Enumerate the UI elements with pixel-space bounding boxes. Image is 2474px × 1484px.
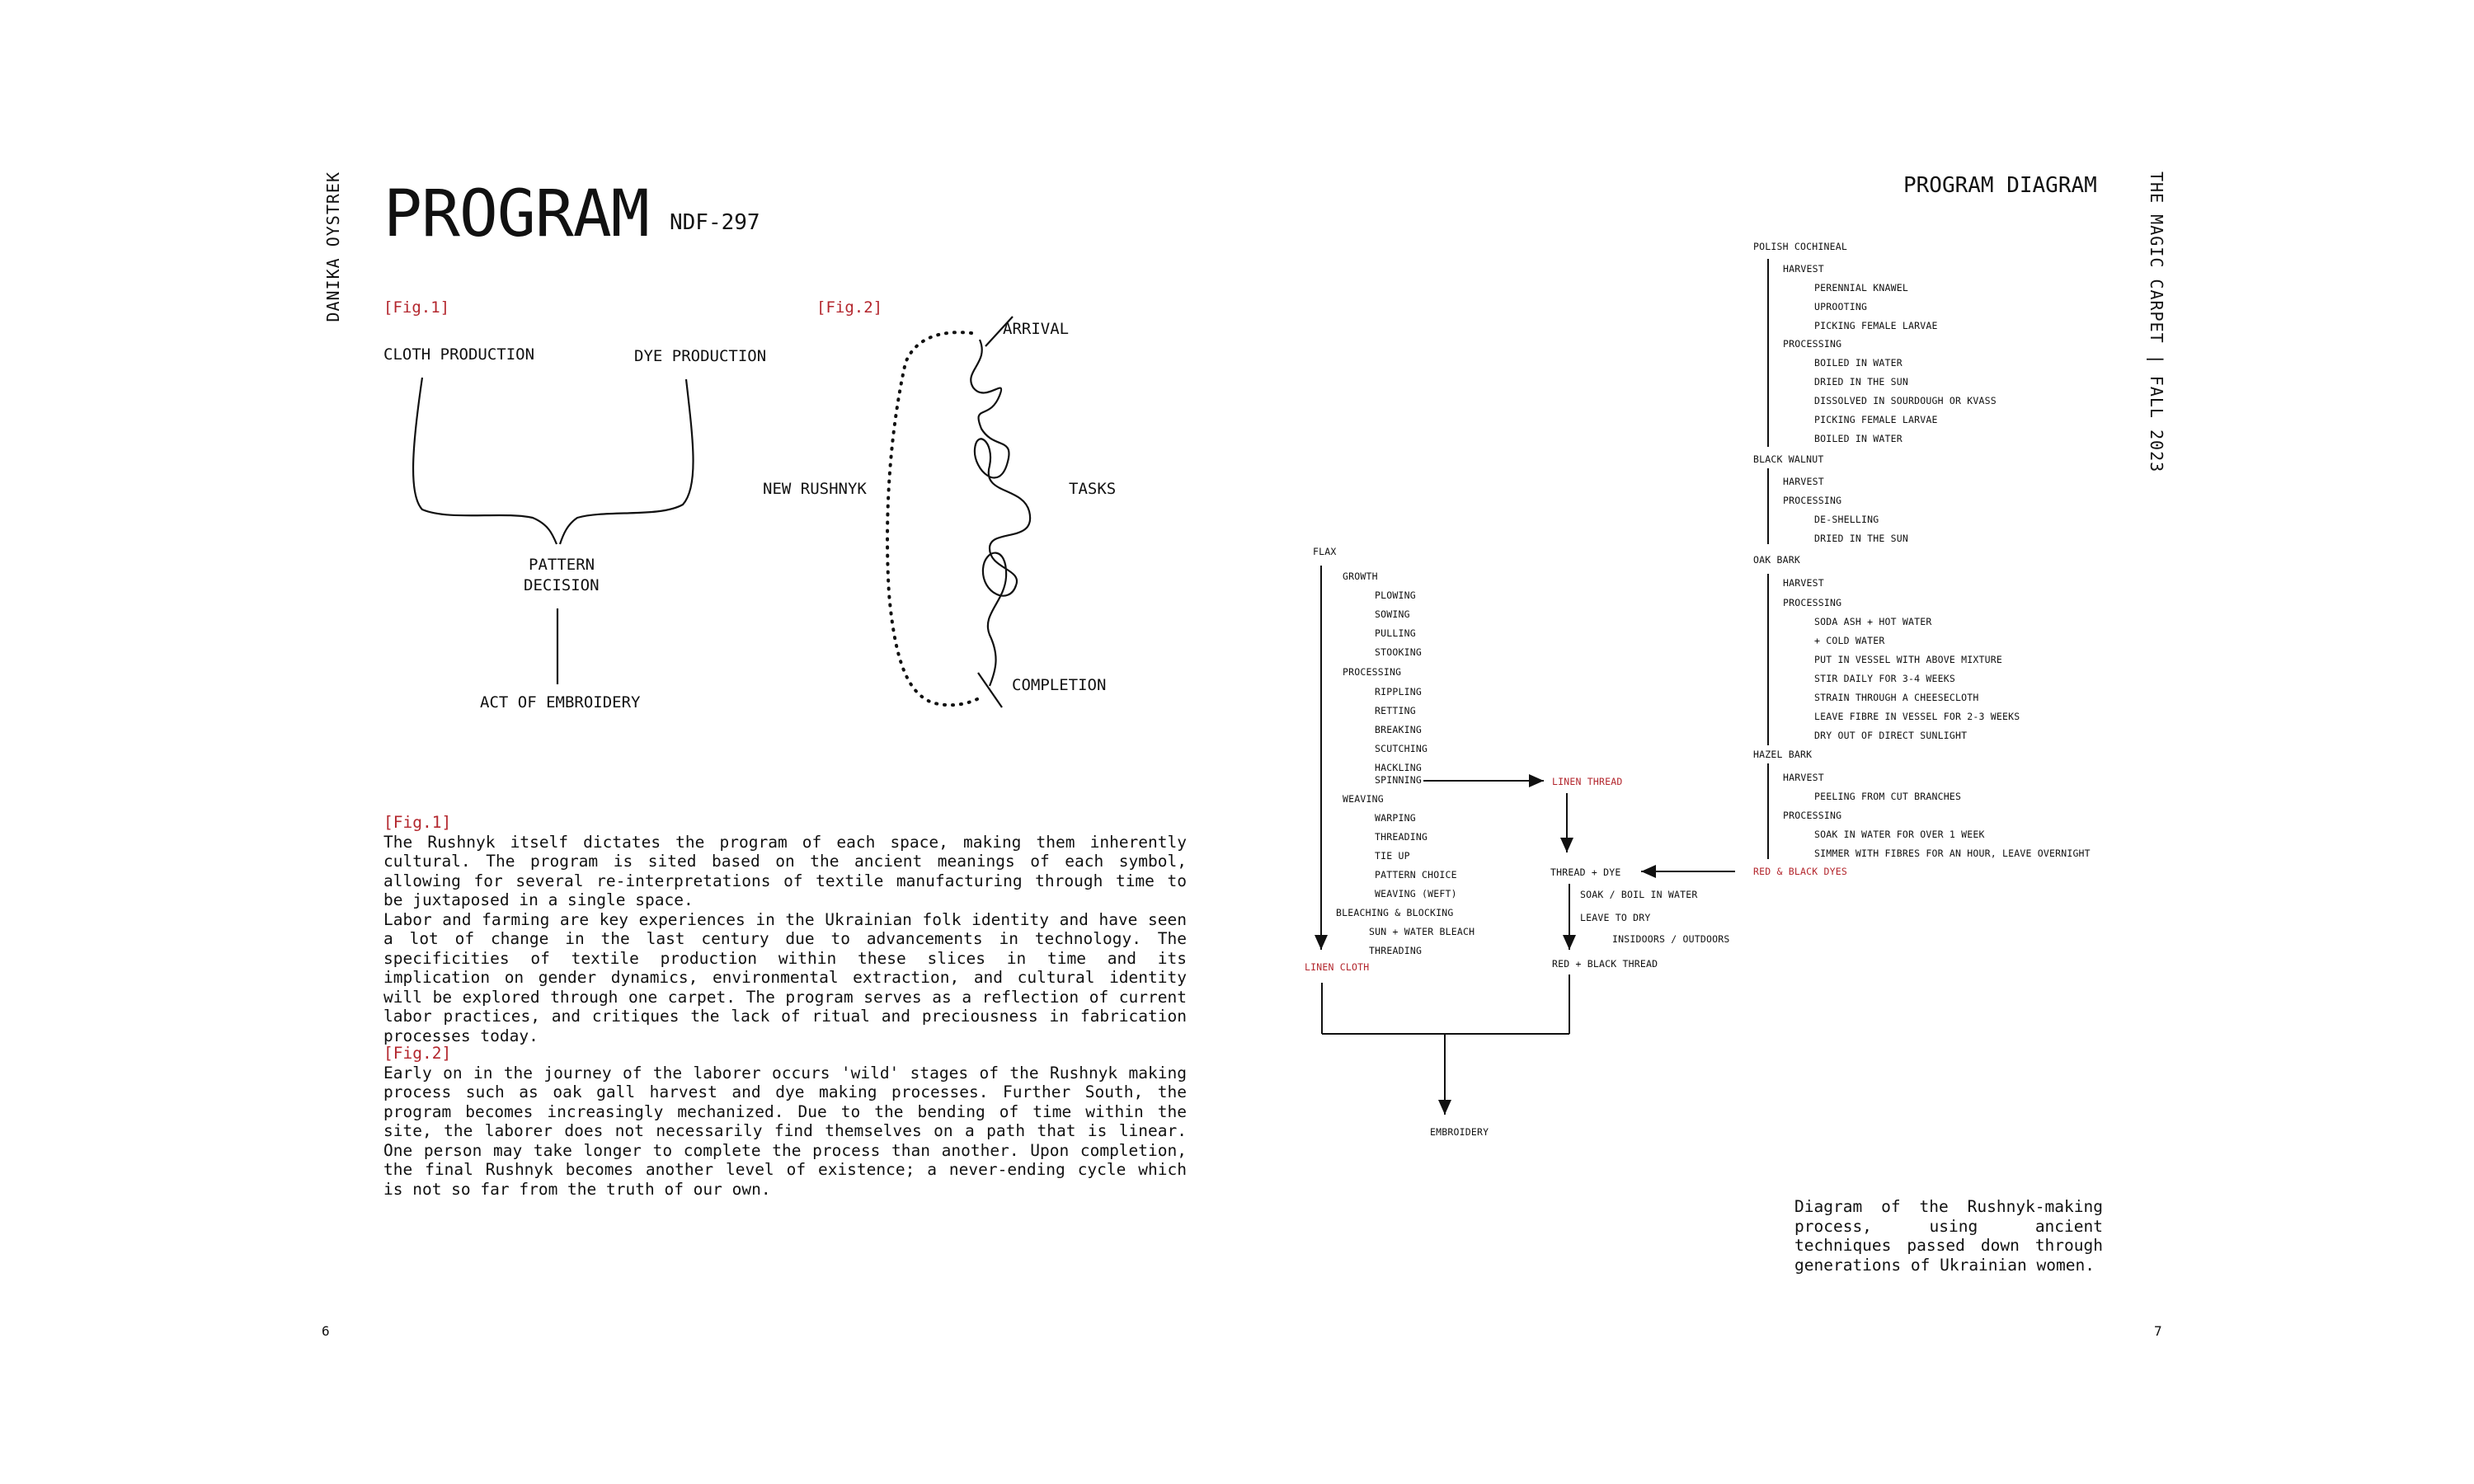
thread-dye: THREAD + DYE: [1550, 866, 1621, 878]
thread-step: SOAK / BOIL IN WATER: [1580, 889, 1698, 900]
flax-growth-item: PLOWING: [1375, 589, 1416, 601]
walnut-processing: PROCESSING: [1783, 495, 1842, 506]
flax-processing-item: RIPPLING: [1375, 686, 1422, 697]
oak-processing-item: DRY OUT OF DIRECT SUNLIGHT: [1814, 730, 1968, 741]
flax-growth-item: PULLING: [1375, 627, 1416, 639]
series-title: THE MAGIC CARPET | FALL 2023: [2147, 171, 2166, 473]
flax-bleaching: BLEACHING & BLOCKING: [1336, 907, 1454, 918]
fig1-pattern-line1: PATTERN: [529, 556, 595, 574]
fig1-label: [Fig.1]: [383, 298, 450, 317]
dye-oak: OAK BARK: [1753, 554, 1800, 566]
course-code: NDF-297: [670, 210, 760, 235]
fig1-dye-production: DYE PRODUCTION: [634, 347, 767, 365]
text-fig1-paragraph2: Labor and farming are key experiences in the Ukrainian folk identity and have seen a lot of change in the last century due to advancements in technology. The specificities of textile production within these slices in time and its implication on gender dynamics, environmental extraction, and cultural identity will be explored through one carpet. The program serves as a reflection of current labor practices, and critiques the lack of ritual and preciousness in fabrication processes today.: [383, 909, 1187, 1045]
cochineal-harvest-item: PICKING FEMALE LARVAE: [1814, 320, 1938, 331]
hazel-processing-item: SIMMER WITH FIBRES FOR AN HOUR, LEAVE OVERNIGHT: [1814, 848, 2091, 859]
red-black-thread: RED + BLACK THREAD: [1552, 958, 1658, 970]
oak-harvest: HARVEST: [1783, 577, 1824, 589]
cochineal-processing-item: DRIED IN THE SUN: [1814, 376, 1908, 387]
oak-processing-item: LEAVE FIBRE IN VESSEL FOR 2-3 WEEKS: [1814, 711, 2020, 722]
cochineal-processing-item: PICKING FEMALE LARVAE: [1814, 414, 1938, 425]
fig2-completion: COMPLETION: [1012, 676, 1107, 694]
cochineal-processing: PROCESSING: [1783, 338, 1842, 350]
dye-cochineal: POLISH COCHINEAL: [1753, 241, 1847, 252]
linen-thread: LINEN THREAD: [1552, 776, 1623, 787]
flax-processing-item: HACKLING: [1375, 762, 1422, 773]
thread-step: LEAVE TO DRY: [1580, 912, 1651, 923]
embroidery: EMBROIDERY: [1430, 1126, 1489, 1138]
flax-processing-item: BREAKING: [1375, 724, 1422, 735]
walnut-harvest: HARVEST: [1783, 476, 1824, 487]
cochineal-processing-item: BOILED IN WATER: [1814, 433, 1903, 444]
oak-processing-item: + COLD WATER: [1814, 635, 1885, 646]
diagram-caption: Diagram of the Rushnyk-making process, using ancient techniques passed down through generations of Ukrainian women.: [1794, 1197, 2103, 1275]
hazel-harvest-item: PEELING FROM CUT BRANCHES: [1814, 791, 1962, 802]
fig2-tasks: TASKS: [1069, 480, 1117, 498]
flax-bleaching-item: SUN + WATER BLEACH: [1369, 926, 1475, 937]
page-title: PROGRAM: [383, 177, 649, 251]
thread-step: INSIDOORS / OUTDOORS: [1612, 933, 1730, 945]
text-fig1-label: [Fig.1]: [383, 813, 452, 832]
oak-processing-item: STIR DAILY FOR 3-4 WEEKS: [1814, 673, 1955, 684]
red-black-dyes: RED & BLACK DYES: [1753, 866, 1847, 877]
flax-processing: PROCESSING: [1343, 666, 1402, 678]
text-fig2-paragraph1: Early on in the journey of the laborer occurs 'wild' stages of the Rushnyk making process such as oak gall harvest and dye making processes. Further South, the program becomes increasingly mechanized. Due to the bending of time within the site, the laborer does not necessarily find themselves on a path that is linear. One person may take longer to complete the process than another. Upon completion, the final Rushnyk becomes another level of existence; a never-ending cycle which is not so far from the truth of our own.: [383, 1063, 1187, 1199]
flax-bleaching-item: THREADING: [1369, 945, 1423, 956]
cochineal-harvest-item: UPROOTING: [1814, 301, 1868, 312]
hazel-processing-item: SOAK IN WATER FOR OVER 1 WEEK: [1814, 829, 1985, 840]
page-number-right: 7: [2154, 1323, 2162, 1339]
cochineal-harvest: HARVEST: [1783, 263, 1824, 275]
fig1-pattern-line2: DECISION: [524, 576, 600, 594]
hazel-processing: PROCESSING: [1783, 810, 1842, 821]
flax-weaving: WEAVING: [1343, 793, 1384, 805]
walnut-processing-item: DRIED IN THE SUN: [1814, 533, 1908, 544]
cochineal-processing-item: DISSOLVED IN SOURDOUGH OR KVASS: [1814, 395, 1997, 406]
fig1-cloth-production: CLOTH PRODUCTION: [383, 345, 535, 364]
dye-hazel: HAZEL BARK: [1753, 749, 1813, 760]
fig2-label: [Fig.2]: [816, 298, 883, 317]
flax-weaving-item: TIE UP: [1375, 850, 1410, 862]
page-number-left: 6: [322, 1323, 330, 1339]
flax-growth: GROWTH: [1343, 571, 1378, 582]
fig2-arrival: ARRIVAL: [1003, 320, 1070, 338]
flax-growth-item: STOOKING: [1375, 646, 1422, 658]
flax-weaving-item: WARPING: [1375, 812, 1416, 824]
text-fig2-label: [Fig.2]: [383, 1044, 452, 1063]
dye-walnut: BLACK WALNUT: [1753, 453, 1824, 465]
cochineal-processing-item: BOILED IN WATER: [1814, 357, 1903, 369]
flax-title: FLAX: [1313, 546, 1337, 557]
flax-growth-item: SOWING: [1375, 608, 1410, 620]
flax-weaving-item: WEAVING (WEFT): [1375, 888, 1457, 899]
flax-processing-item: SPINNING: [1375, 774, 1422, 786]
hazel-harvest: HARVEST: [1783, 772, 1824, 783]
text-fig1-paragraph1: The Rushnyk itself dictates the program of each space, making them inherently cultural. The program is sited based on the ancient meanings of each symbol, allowing for several re-interpretations of textile manufacturing through time to be juxtaposed in a single space.: [383, 832, 1187, 909]
author-name: DANIKA OYSTREK: [323, 171, 343, 322]
flax-weaving-item: PATTERN CHOICE: [1375, 869, 1457, 881]
flax-processing-item: SCUTCHING: [1375, 743, 1428, 754]
oak-processing-item: STRAIN THROUGH A CHEESECLOTH: [1814, 692, 1979, 703]
flax-weaving-item: THREADING: [1375, 831, 1428, 843]
oak-processing-item: PUT IN VESSEL WITH ABOVE MIXTURE: [1814, 654, 2002, 665]
cochineal-harvest-item: PERENNIAL KNAWEL: [1814, 282, 1908, 294]
diagram-title: PROGRAM DIAGRAM: [1903, 173, 2097, 198]
fig1-act-of-embroidery: ACT OF EMBROIDERY: [480, 693, 641, 711]
linen-cloth: LINEN CLOTH: [1305, 961, 1370, 973]
oak-processing: PROCESSING: [1783, 597, 1842, 608]
walnut-processing-item: DE-SHELLING: [1814, 514, 1879, 525]
flax-processing-item: RETTING: [1375, 705, 1416, 716]
oak-processing-item: SODA ASH + HOT WATER: [1814, 616, 1932, 627]
fig2-new-rushnyk: NEW RUSHNYK: [763, 480, 867, 498]
